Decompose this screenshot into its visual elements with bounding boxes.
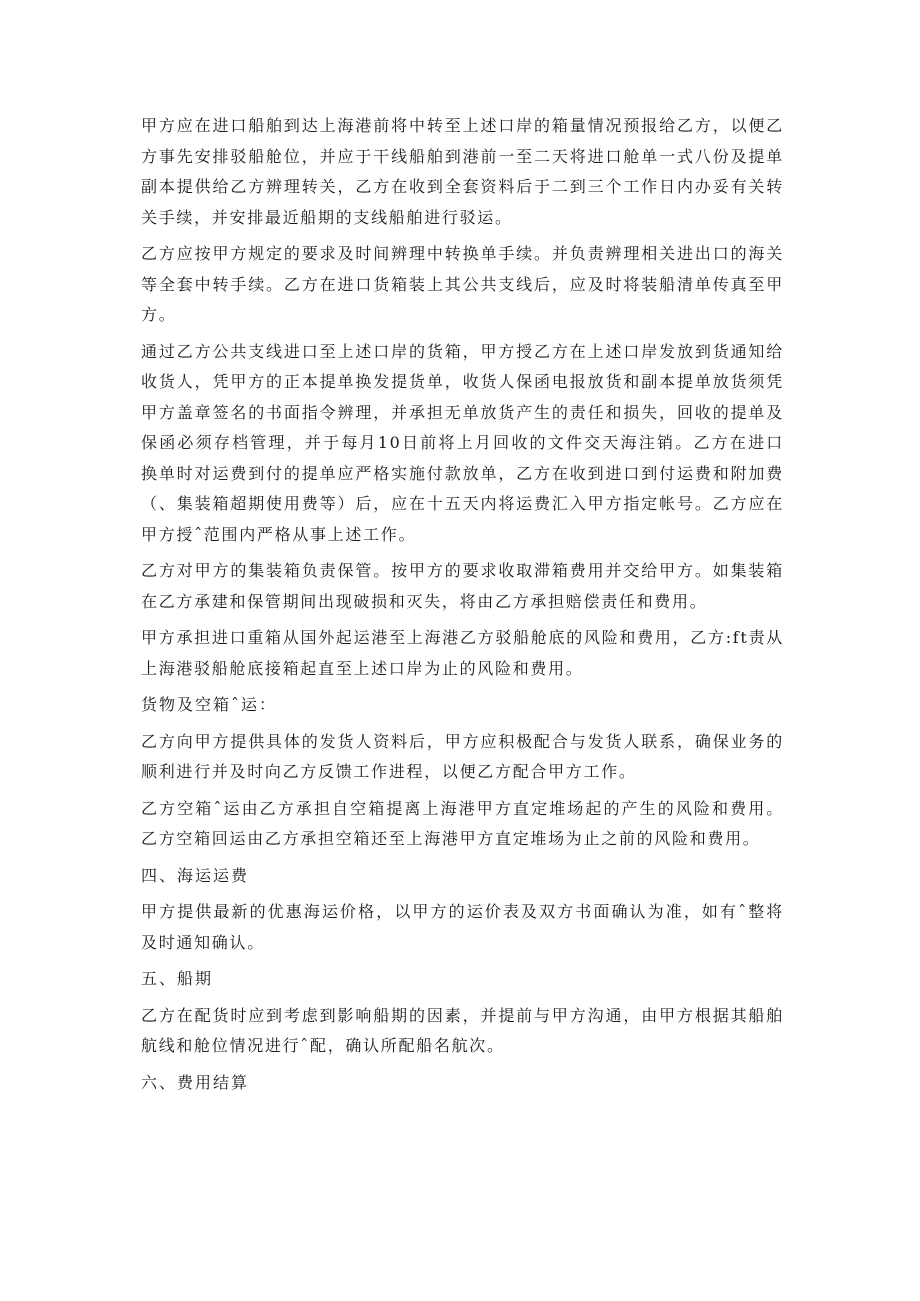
heading-schedule: 五、船期 [141,969,214,988]
paragraph-empty-container-transport: 乙方空箱ˆ运由乙方承担自空箱提离上海港甲方直定堆场起的产生的风险和费用。乙方空箱回运由乙方承担空箱还至上海港甲方直定堆场为止之前的风险和费用。 [141,798,784,848]
heading-fee-settlement: 六、费用结算 [141,1072,250,1092]
paragraph-transshipment-forecast: 甲方应在进口船舶到达上海港前将中转至上述口岸的箱量情况预报给乙方，以便乙方事先安排驳船舱位，并应于干线船舶到港前一至二天将进口舱单一式八份及提单副本提供给乙方辨理转关，乙方在收到全套资料后于二到三个工作日内办妥有关转关手续，并安排最近船期的支线船舶进行驳运。 [141,116,784,227]
paragraph-risk-allocation: 甲方承担进口重箱从国外起运港至上海港乙方驳船舱底的风险和费用，乙方:ft责从上海港驳船舱底接箱起直至上述口岸为止的风险和费用。 [141,628,784,678]
paragraph-transfer-procedures: 乙方应按甲方规定的要求及时间辨理中转换单手续。并负责辨理相关进出口的海关等全套中转手续。乙方在进口货箱装上其公共支线后，应及时将装船清单传真至甲方。 [141,244,784,324]
paragraph-schedule-planning: 乙方在配货时应到考虑到影响船期的因素，并提前与甲方沟通，由甲方根据其船舶航线和舱位情况进行ˆ配，确认所配船名航次。 [141,1005,784,1055]
document-body [141,111,784,1104]
paragraph-cargo-release: 通过乙方公共支线进口至上述口岸的货箱，甲方授乙方在上述口岸发放到货通知给收货人，凭甲方的正本提单换发提货单，收货人保函电报放货和副本提单放货须凭甲方盖章签名的书面指令辨理，并承担无单放货产生的责任和损失，回收的提单及保函必须存档管理，并于每月10日前将上月回收的文件交天海注销。乙方在进口换单时对运费到付的提单应严格实施付款放单，乙方在收到进口到付运费和附加费（、集装箱超期使用费等）后，应在十五天内将运费汇入甲方指定帐号。乙方应在甲方授ˆ范围内严格从事上述工作。 [141,341,784,544]
paragraph-freight-rates: 甲方提供最新的优惠海运价格，以甲方的运价表及双方书面确认为准，如有ˆ整将及时通知确认。 [141,902,784,952]
heading-ocean-freight: 四、海运运费 [141,865,250,885]
heading-cargo-and-empty-containers: 货物及空箱ˆ运： [141,695,278,714]
paragraph-container-custody: 乙方对甲方的集装箱负责保管。按甲方的要求收取滞箱费用并交给甲方。如集装箱在乙方承建和保管期间出现破损和灭失，将由乙方承担赔偿责任和费用。 [141,561,784,611]
paragraph-shipper-coordination: 乙方向甲方提供具体的发货人资料后，甲方应积极配合与发货人联系，确保业务的顺利进行并及时向乙方反馈工作进程，以便乙方配合甲方工作。 [141,731,784,781]
